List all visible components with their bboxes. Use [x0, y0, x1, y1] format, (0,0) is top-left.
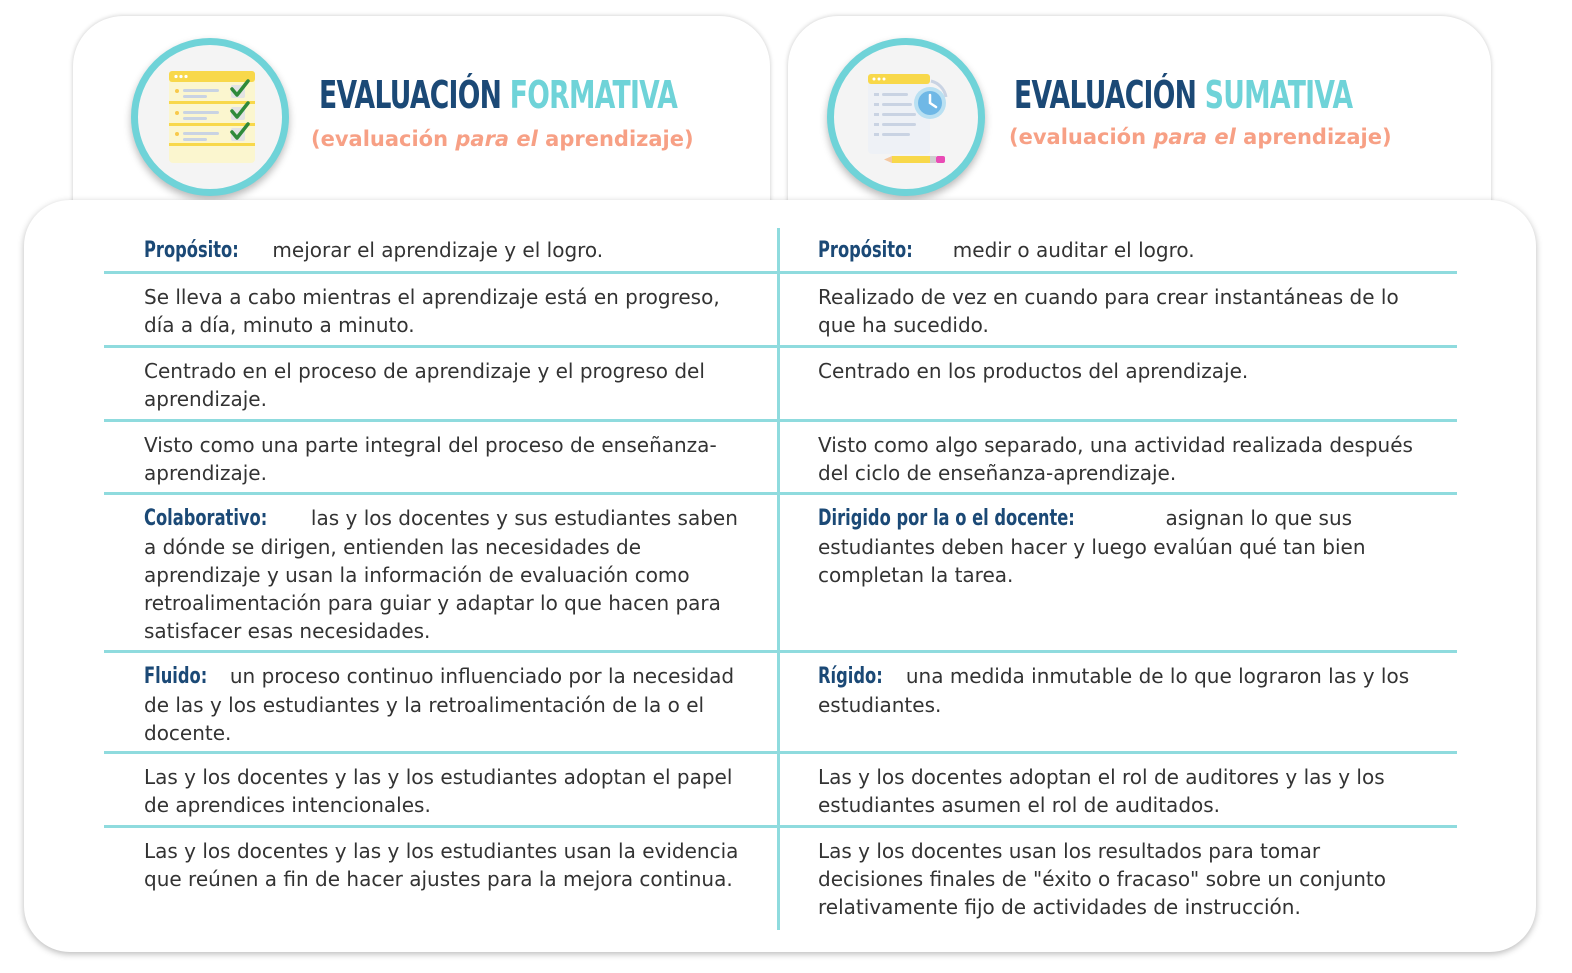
row-label: Propósito:	[818, 238, 913, 263]
row-text: Centrado en los productos del aprendizaje.	[818, 359, 1249, 383]
summative-subtitle	[1009, 124, 1392, 150]
summative-teacher-directed	[818, 504, 1430, 589]
summative-row-2	[818, 357, 1430, 385]
row-label: Rígido:	[818, 664, 883, 689]
summative-row-6	[818, 763, 1430, 819]
row-divider	[104, 271, 1457, 274]
formative-collaborative	[144, 504, 756, 645]
row-text: un proceso continuo influenciado por la necesidad de las y los estudiantes y la retroalimentación de la o el docente.	[144, 664, 735, 745]
row-label: Fluido:	[144, 664, 208, 689]
row-divider	[104, 751, 1457, 754]
checklist-icon	[131, 38, 289, 196]
row-divider	[104, 492, 1457, 495]
summative-row-3	[818, 431, 1430, 487]
subtitle-open: (evaluación	[311, 127, 456, 151]
row-divider	[104, 650, 1457, 653]
formative-purpose	[144, 236, 756, 265]
row-text: Centrado en el proceso de aprendizaje y el progreso del aprendizaje.	[144, 359, 705, 411]
formative-row-2	[144, 357, 756, 413]
title-word-formativa: FORMATIVA	[509, 73, 678, 117]
title-word-evaluacion: EVALUACIÓN	[319, 73, 502, 117]
subtitle-open: (evaluación	[1009, 125, 1154, 149]
summative-row-7	[818, 837, 1430, 921]
subtitle-close: aprendizaje)	[1235, 125, 1392, 149]
formative-subtitle	[311, 126, 694, 152]
subtitle-em: para el	[455, 127, 538, 151]
title-word-sumativa: SUMATIVA	[1204, 73, 1353, 117]
row-text: Se lleva a cabo mientras el aprendizaje está en progreso, día a día, minuto a minuto.	[144, 285, 720, 337]
summative-row-1	[818, 283, 1430, 339]
row-divider	[104, 345, 1457, 348]
row-label: Colaborativo:	[144, 506, 268, 531]
summative-purpose	[818, 236, 1430, 265]
row-text: mejorar el aprendizaje y el logro.	[266, 238, 604, 262]
row-divider	[104, 825, 1457, 828]
formative-title	[319, 73, 677, 117]
row-divider	[104, 419, 1457, 422]
row-text: una medida inmutable de lo que lograron las y los estudiantes.	[818, 664, 1410, 717]
summative-rigid	[818, 662, 1430, 719]
summative-title	[1014, 73, 1352, 117]
row-text: Las y los docentes usan los resultados para tomar decisiones finales de "éxito o fracaso" sobre un conjunto relativamente fijo de actividades de instrucción.	[818, 839, 1387, 919]
row-text: las y los docentes y sus estudiantes saben a dónde se dirigen, entienden las necesidades de aprendizaje y usan la información de evaluación como retroalimentación para guiar y adaptar lo que hacen para satisfacer esas necesidades.	[144, 506, 738, 643]
row-text: medir o auditar el logro.	[940, 238, 1195, 262]
subtitle-close: aprendizaje)	[537, 127, 694, 151]
row-text: Visto como una parte integral del proceso de enseñanza-aprendizaje.	[144, 433, 717, 485]
row-label: Dirigido por la o el docente:	[818, 506, 1075, 531]
row-text: Las y los docentes y las y los estudiantes usan la evidencia que reúnen a fin de hacer ajustes para la mejora continua.	[144, 839, 739, 891]
subtitle-em: para el	[1153, 125, 1236, 149]
row-text: Realizado de vez en cuando para crear instantáneas de lo que ha sucedido.	[818, 285, 1399, 337]
title-word-evaluacion: EVALUACIÓN	[1014, 73, 1197, 117]
row-text: asignan lo que sus estudiantes deben hacer y luego evalúan qué tan bien completan la tarea.	[818, 506, 1366, 587]
row-text: Las y los docentes y las y los estudiantes adoptan el papel de aprendices intencionales.	[144, 765, 733, 817]
formative-fluid	[144, 662, 756, 747]
row-text: Las y los docentes adoptan el rol de auditores y las y los estudiantes asumen el rol de auditados.	[818, 765, 1385, 817]
row-text: Visto como algo separado, una actividad realizada después del ciclo de enseñanza-aprendizaje.	[818, 433, 1413, 485]
row-label: Propósito:	[144, 238, 239, 263]
formative-row-3	[144, 431, 756, 487]
formative-row-7	[144, 837, 756, 893]
report-clock-pencil-icon	[827, 38, 985, 196]
formative-row-6	[144, 763, 756, 819]
formative-row-1	[144, 283, 756, 339]
